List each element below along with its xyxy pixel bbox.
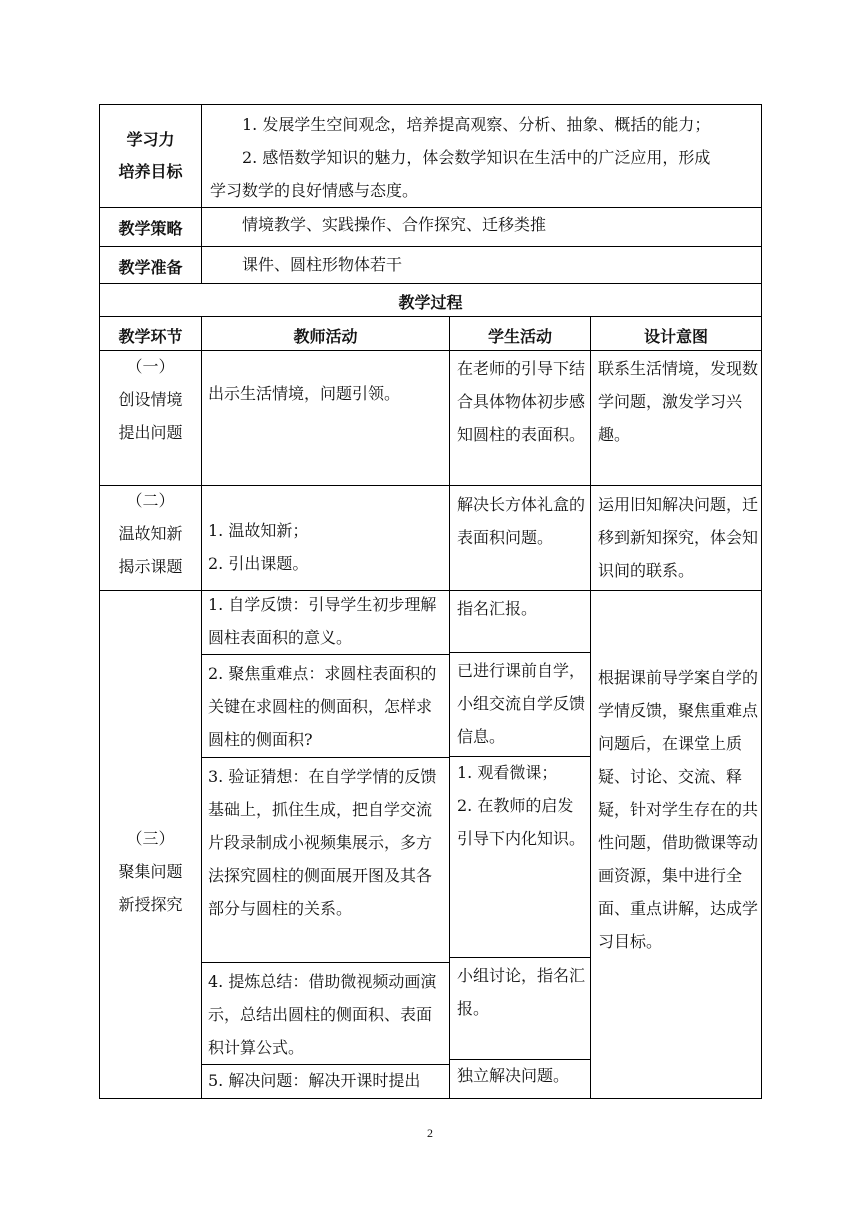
goals-content bbox=[210, 108, 760, 207]
row-line bbox=[99, 104, 762, 105]
stage-1-teacher: 出示生活情境，问题引领。 bbox=[208, 384, 401, 403]
stage-3-student-3-item-2: 2. 在教师的启发引导下内化知识。 bbox=[457, 796, 586, 848]
stage-3-title-line2: 新授探究 bbox=[118, 895, 183, 914]
row-line bbox=[99, 316, 762, 317]
stage-3-intent: 根据课前导学案自学的学情反馈，聚焦重难点问题后，在课堂上质疑、讨论、交流、释疑，针对学生存在的共性问题，借助微课等动画资源，集中进行全面、重点讲解，达成学习目标。 bbox=[598, 668, 759, 951]
stage-1-label bbox=[100, 350, 201, 449]
stage-3-student-2: 已进行课前自学，小组交流自学反馈信息。 bbox=[457, 661, 586, 746]
goals-label-line2: 培养目标 bbox=[118, 162, 183, 181]
column-line bbox=[590, 316, 591, 1099]
goals-label-line1: 学习力 bbox=[126, 130, 175, 149]
goal-item-1: 1. 发展学生空间观念，培养提高观察、分析、抽象、概括的能力； bbox=[242, 115, 711, 134]
stage-2-student: 解决长方体礼盒的表面积问题。 bbox=[457, 495, 586, 547]
sub-row-line bbox=[201, 757, 449, 758]
sub-row-line bbox=[201, 1064, 449, 1065]
column-header-teacher: 教师活动 bbox=[293, 327, 358, 346]
sub-row-line bbox=[449, 1059, 590, 1060]
stage-2-intent: 运用旧知解决问题，迁移到新知探究，体会知识间的联系。 bbox=[598, 495, 759, 580]
column-header-intent: 设计意图 bbox=[643, 327, 708, 346]
goal-item-2: 2. 感悟数学知识的魅力，体会数学知识在生活中的广泛应用，形成 bbox=[242, 148, 711, 167]
strategy-value: 情境教学、实践操作、合作探究、迁移类推 bbox=[242, 215, 547, 234]
row-line bbox=[99, 1098, 762, 1099]
stage-2-teacher-item-2: 2. 引出课题。 bbox=[208, 554, 309, 573]
stage-1-student: 在老师的引导下结合具体物体初步感知圆柱的表面积。 bbox=[457, 359, 586, 444]
sub-row-line bbox=[201, 654, 449, 655]
column-line bbox=[449, 316, 450, 1099]
column-header-stage: 教学环节 bbox=[118, 327, 183, 346]
prep-value: 课件、圆柱形物体若干 bbox=[242, 255, 403, 274]
prep-label: 教学准备 bbox=[118, 258, 183, 277]
stage-3-student-3 bbox=[457, 756, 585, 855]
page-number: 2 bbox=[427, 1126, 433, 1140]
stage-3-title-line1: 聚集问题 bbox=[118, 862, 183, 881]
stage-3-number: （三） bbox=[126, 829, 175, 848]
stage-3-student-4: 小组讨论，指名汇报。 bbox=[457, 966, 586, 1018]
sub-row-line bbox=[449, 652, 590, 653]
column-header-student: 学生活动 bbox=[487, 327, 552, 346]
stage-3-student-1: 指名汇报。 bbox=[457, 599, 538, 618]
sub-row-line bbox=[449, 957, 590, 958]
stage-2-teacher-item-1: 1. 温故知新； bbox=[208, 521, 309, 540]
stage-1-title-line1: 创设情境 bbox=[118, 390, 183, 409]
stage-2-number: （二） bbox=[126, 491, 175, 510]
stage-1-title-line2: 提出问题 bbox=[118, 423, 183, 442]
row-line bbox=[99, 246, 762, 247]
column-line bbox=[99, 104, 100, 1099]
stage-3-teacher-4: 4. 提炼总结：借助微视频动画演示，总结出圆柱的侧面积、表面积计算公式。 bbox=[208, 972, 437, 1057]
stage-3-student-3-item-1: 1. 观看微课； bbox=[457, 763, 558, 782]
stage-3-teacher-3: 3. 验证猜想：在自学学情的反馈基础上，抓住生成，把自学交流片段录制成小视频集展示，多方法探究圆柱的侧面展开图及其各部分与圆柱的关系。 bbox=[208, 767, 437, 918]
stage-2-title-line1: 温故知新 bbox=[118, 524, 183, 543]
column-line bbox=[761, 104, 762, 1099]
column-line bbox=[201, 316, 202, 1099]
stage-2-label bbox=[100, 484, 201, 583]
stage-1-intent: 联系生活情境，发现数学问题，激发学习兴趣。 bbox=[598, 359, 759, 444]
goals-label bbox=[100, 124, 201, 188]
stage-3-student-5: 独立解决问题。 bbox=[457, 1066, 570, 1085]
stage-3-teacher-5: 5. 解决问题：解决开课时提出 bbox=[208, 1071, 421, 1090]
stage-3-label bbox=[100, 822, 201, 921]
stage-2-title-line2: 揭示课题 bbox=[118, 557, 183, 576]
stage-1-number: （一） bbox=[126, 357, 175, 376]
goal-item-2-continued: 学习数学的良好情感与态度。 bbox=[210, 181, 419, 200]
strategy-label: 教学策略 bbox=[118, 219, 183, 238]
column-line bbox=[201, 104, 202, 283]
sub-row-line bbox=[201, 962, 449, 963]
stage-3-teacher-1: 1. 自学反馈：引导学生初步理解圆柱表面积的意义。 bbox=[208, 595, 437, 647]
stage-2-teacher bbox=[208, 514, 446, 580]
stage-3-teacher-2: 2. 聚焦重难点：求圆柱表面积的关键在求圆柱的侧面积，怎样求圆柱的侧面积? bbox=[208, 664, 437, 749]
row-line bbox=[99, 283, 762, 284]
process-title: 教学过程 bbox=[398, 293, 463, 312]
